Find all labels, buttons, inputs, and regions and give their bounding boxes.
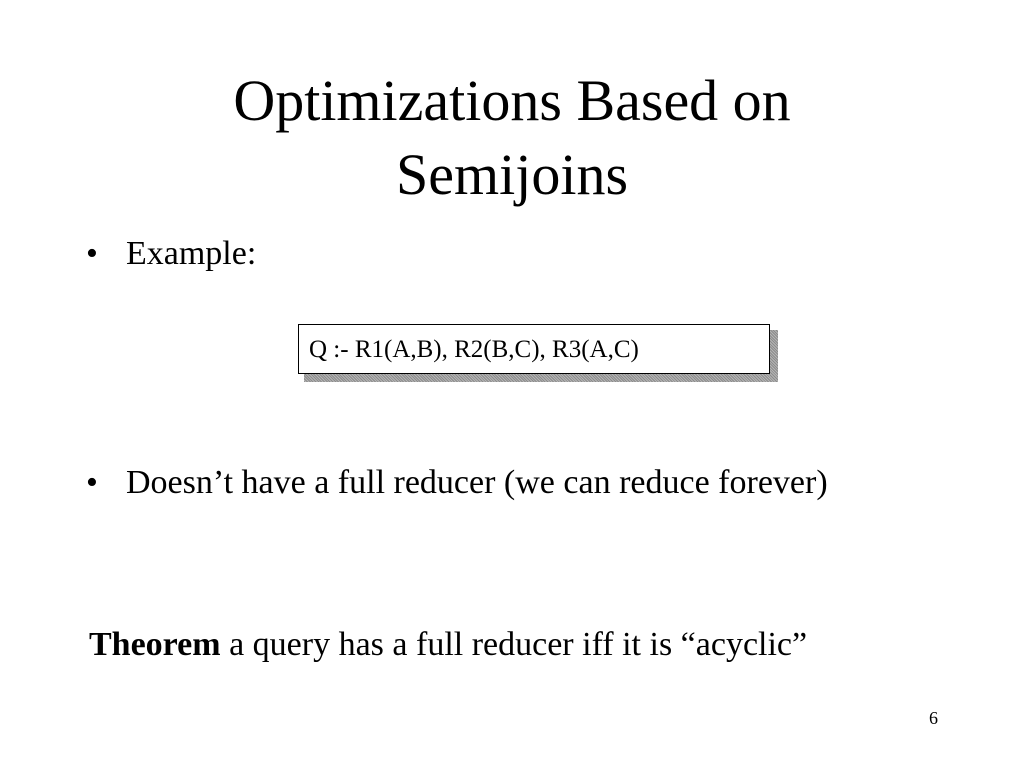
title-line-2: Semijoins bbox=[395, 142, 629, 207]
theorem-label: Theorem bbox=[89, 626, 221, 663]
theorem-text: a query has a full reducer iff it is “acyclic” bbox=[220, 626, 808, 663]
bullet-text: Doesn’t have a full reducer (we can reduce forever) bbox=[126, 464, 828, 501]
theorem-statement bbox=[89, 624, 807, 666]
bullet-marker: • bbox=[86, 235, 98, 272]
slide-title bbox=[0, 64, 1024, 212]
query-callout bbox=[298, 324, 770, 374]
bullet-full-reducer bbox=[86, 462, 846, 504]
page-number: 6 bbox=[929, 708, 938, 728]
bullet-marker: • bbox=[86, 464, 98, 501]
query-box: Q :- R1(A,B), R2(B,C), R3(A,C) bbox=[298, 324, 770, 374]
title-line-1: Optimizations Based on bbox=[233, 68, 791, 133]
bullet-example bbox=[86, 233, 846, 275]
bullet-text: Example: bbox=[126, 235, 257, 272]
